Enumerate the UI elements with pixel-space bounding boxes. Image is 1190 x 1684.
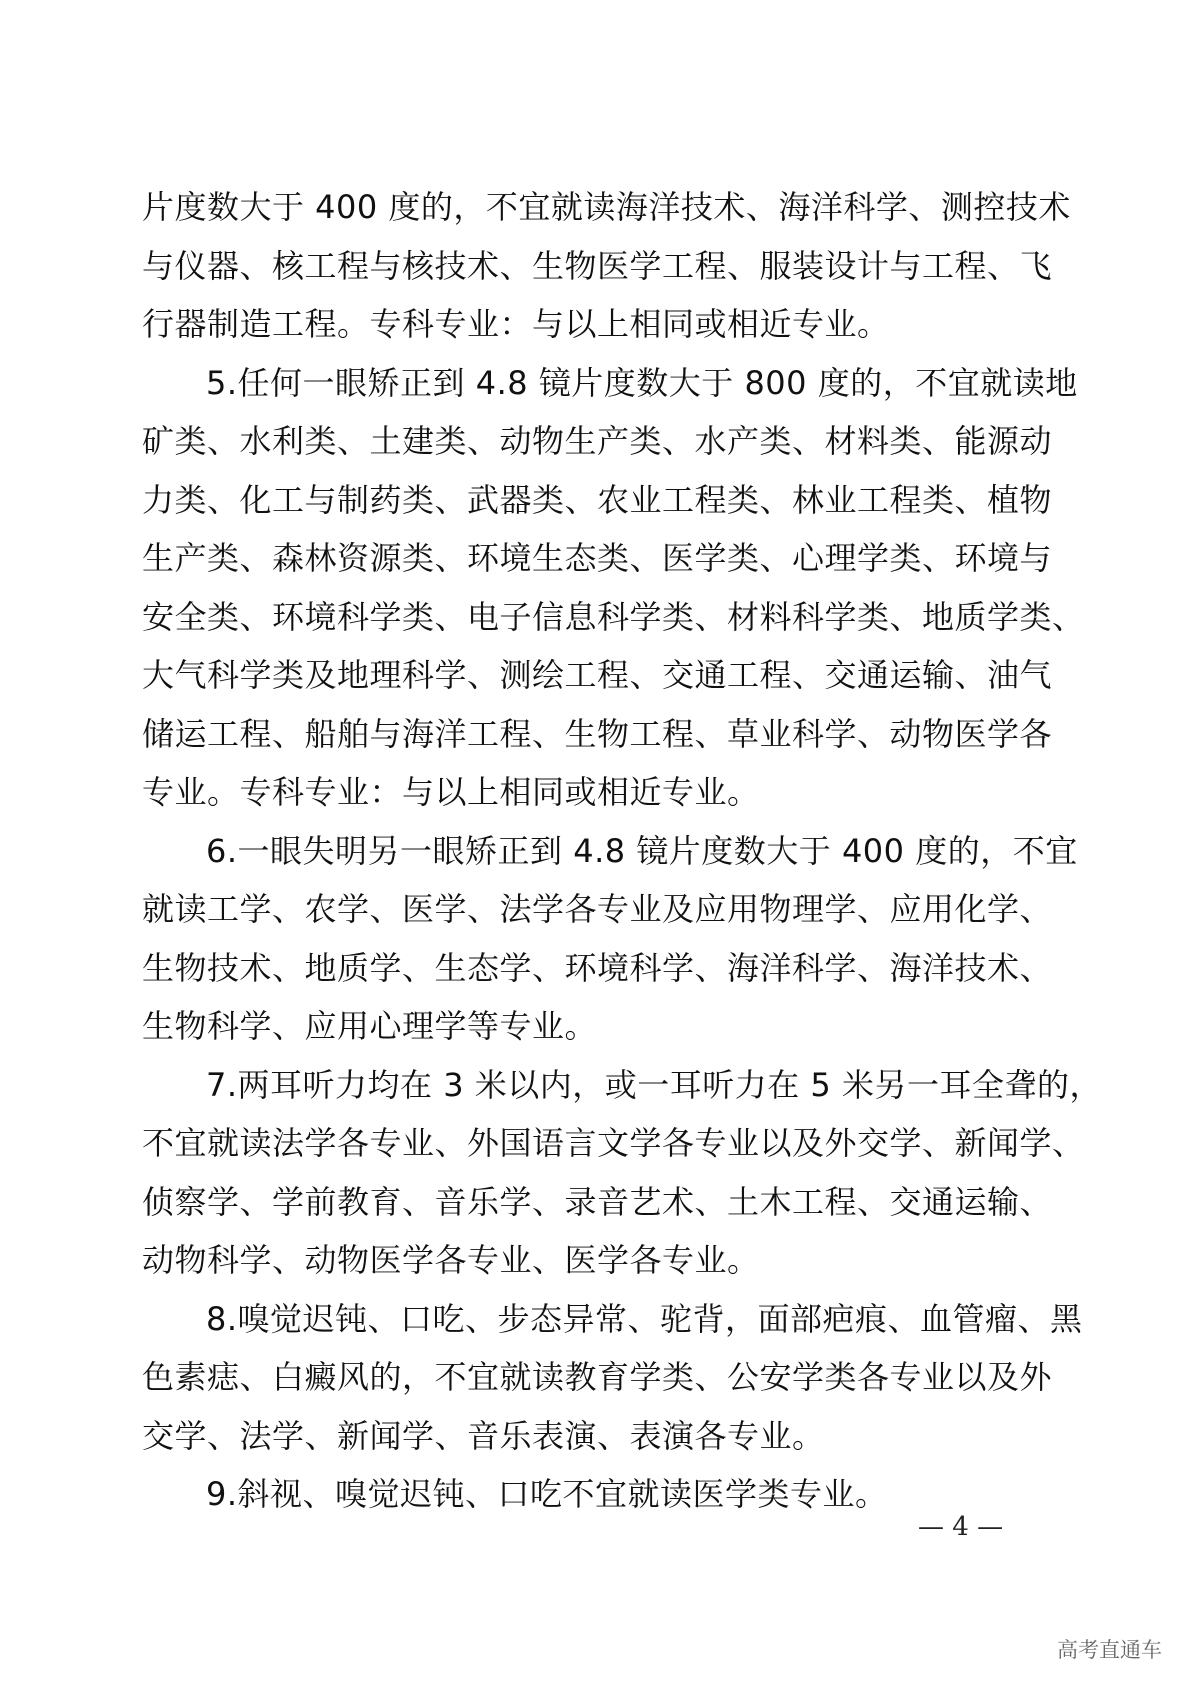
text-line: 侦察学、学前教育、音乐学、录音艺术、土木工程、交通运输、 [142,1182,1053,1221]
text-line: 专业。专科专业：与以上相同或相近专业。 [142,773,760,811]
page-number: — 4 — [918,1512,1004,1542]
text-line: 生物科学、应用心理学等专业。 [142,1007,598,1045]
text-line: 就读工学、农学、医学、法学各专业及应用物理学、应用化学、 [142,890,1053,928]
paragraph-item-6: 6.一眼失明另一眼矫正到 4.8 镜片度数大于 400 度的，不宜 [206,831,1078,870]
document-body [142,178,1102,1524]
text-line: 不宜就读法学各专业、外国语言文学各专业以及外交学、新闻学、 [142,1124,1085,1162]
text-line: 生产类、森林资源类、环境生态类、医学类、心理学类、环境与 [142,539,1053,577]
paragraph-item-5: 5.任何一眼矫正到 4.8 镜片度数大于 800 度的，不宜就读地 [206,363,1078,402]
text-line: 安全类、环境科学类、电子信息科学类、材料科学类、地质学类、 [142,597,1085,636]
paragraph-item-9: 9.斜视、嗅觉迟钝、口吃不宜就读医学类专业。 [206,1475,888,1513]
text-line: 片度数大于 400 度的，不宜就读海洋技术、海洋科学、测控技术 [142,188,1071,226]
text-line: 矿类、水利类、土建类、动物生产类、水产类、材料类、能源动 [142,422,1053,460]
text-line: 生物技术、地质学、生态学、环境科学、海洋科学、海洋技术、 [142,948,1053,987]
text-line: 色素痣、白癜风的，不宜就读教育学类、公安学类各专业以及外 [142,1358,1053,1396]
watermark: 高考直通车 [1057,1638,1162,1662]
text-line: 交学、法学、新闻学、音乐表演、表演各专业。 [142,1416,825,1455]
text-line: 与仪器、核工程与核技术、生物医学工程、服装设计与工程、飞 [142,246,1053,285]
text-line: 动物科学、动物医学各专业、医学各专业。 [142,1241,760,1279]
text-line: 储运工程、船舶与海洋工程、生物工程、草业科学、动物医学各 [142,714,1053,753]
text-line: 大气科学类及地理科学、测绘工程、交通工程、交通运输、油气 [142,656,1053,694]
paragraph-item-8: 8.嗅觉迟钝、口吃、步态异常、驼背，面部疤痕、血管瘤、黑 [206,1299,1083,1338]
paragraph-item-7: 7.两耳听力均在 3 米以内，或一耳听力在 5 米另一耳全聋的， [206,1065,1102,1104]
text-line: 力类、化工与制药类、武器类、农业工程类、林业工程类、植物 [142,480,1053,519]
text-line: 行器制造工程。专科专业：与以上相同或相近专业。 [142,305,890,343]
